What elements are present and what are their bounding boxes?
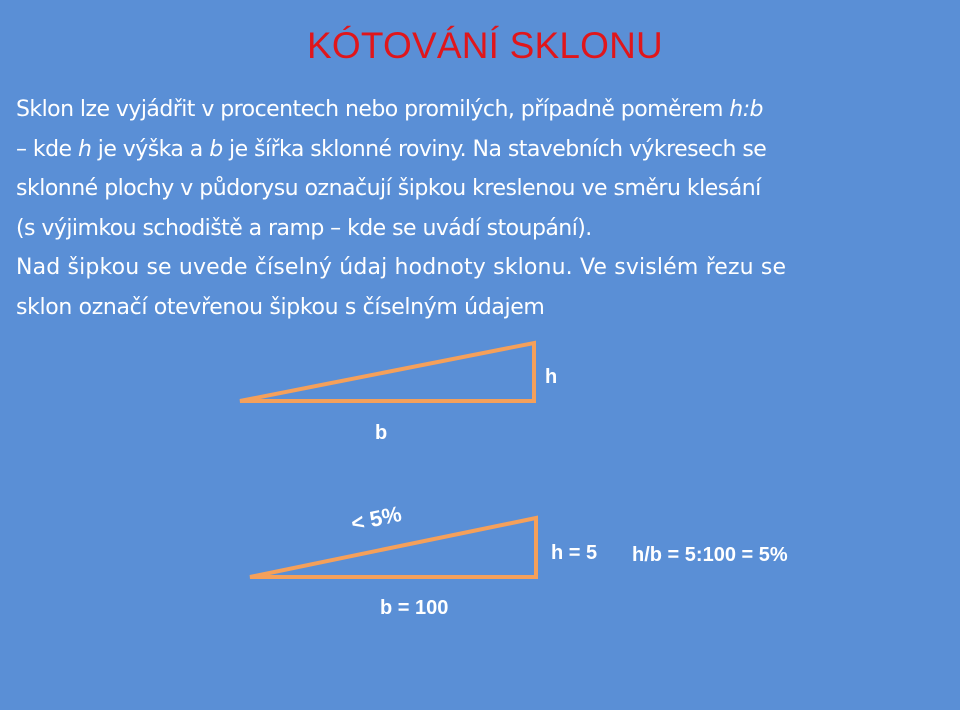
body-line-3: sklonné plochy v půdorysu označují šipkou kreslenou ve směru klesání — [16, 176, 761, 202]
body-line-2-text-e: je šířka sklonné roviny. Na stavebních výkresech se — [222, 136, 767, 162]
body-line-2-text-c: je výška a — [91, 136, 210, 162]
body-line-1 — [16, 90, 936, 130]
ratio-label: h/b = 5:100 = 5% — [632, 544, 788, 566]
slide-bottom-edge — [0, 710, 960, 716]
body-line-2 — [16, 130, 936, 170]
height-label-top: h — [545, 366, 558, 388]
body-line-2-text-a: – kde — [16, 136, 78, 162]
slope-triangle-top — [240, 343, 534, 401]
height-value-label: h = 5 — [551, 542, 598, 564]
base-label-top: b — [375, 422, 388, 444]
body-line-6: sklon označí otevřenou šipkou s číselným údajem — [16, 294, 545, 320]
slope-percent-label: < 5% — [348, 500, 404, 536]
ratio-term: h:b — [729, 97, 763, 122]
width-term: b — [209, 136, 223, 162]
slide-title: KÓTOVÁNÍ SKLONU — [307, 25, 663, 66]
body-line-4: (s výjimkou schodiště a ramp – kde se uvádí stoupání). — [16, 215, 592, 241]
body-text — [16, 90, 936, 328]
body-line-5: Nad šipkou se uvede číselný údaj hodnoty sklonu. Ve svislém řezu se — [16, 255, 787, 281]
base-value-label: b = 100 — [380, 597, 449, 619]
body-line-1-text: Sklon lze vyjádřit v procentech nebo promilých, případně poměrem — [16, 97, 730, 122]
height-term: h — [77, 136, 92, 162]
